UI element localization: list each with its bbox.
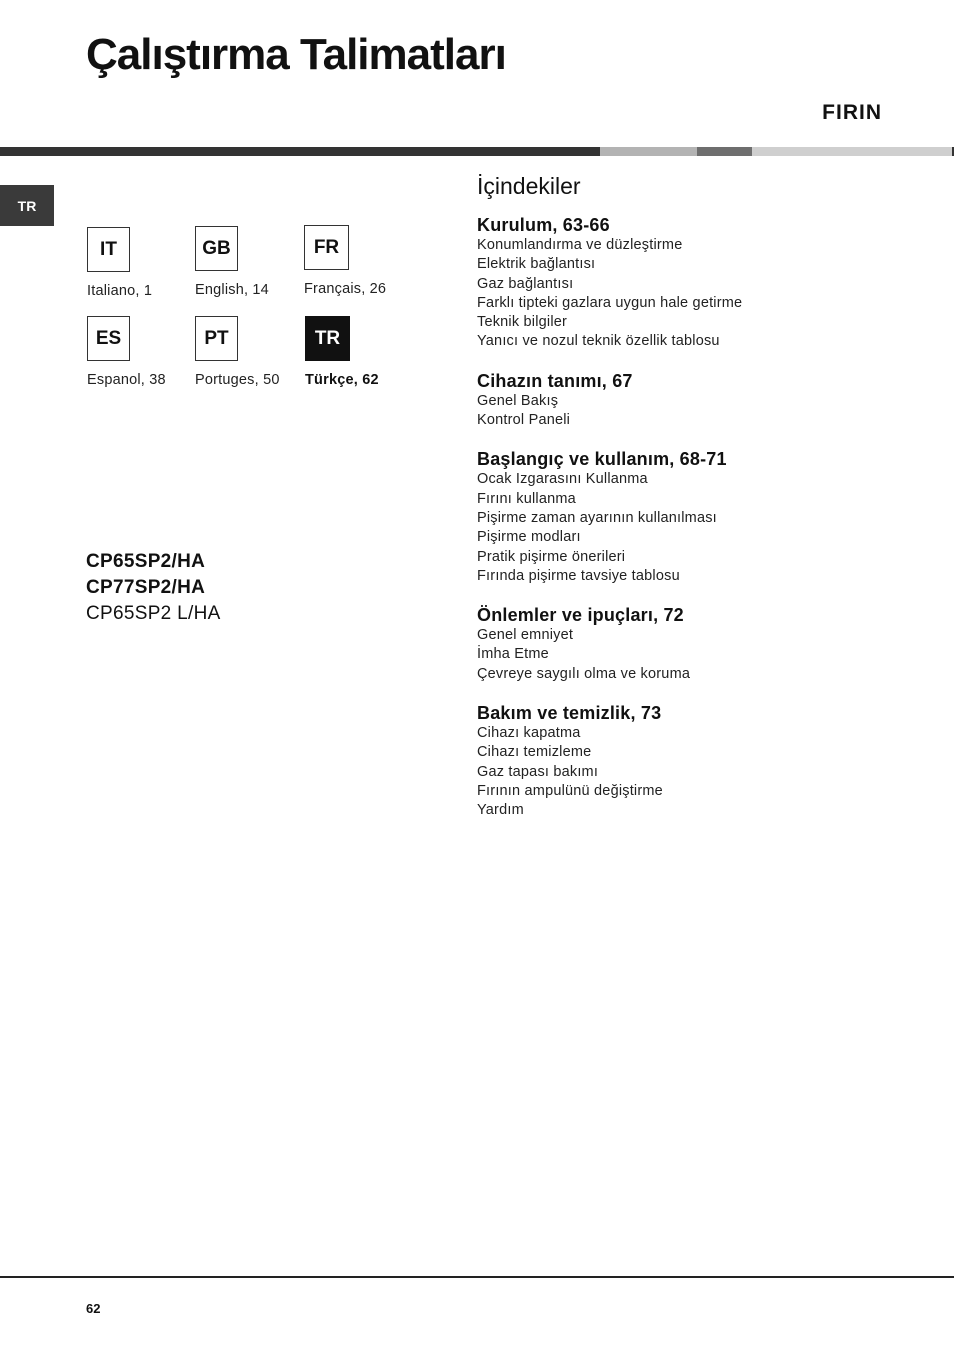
toc-item[interactable]: Pişirme modları: [477, 529, 581, 546]
model-name: CP77SP2/HA: [86, 577, 206, 598]
model-name: CP65SP2/HA: [86, 551, 206, 572]
toc-item[interactable]: Ocak Izgarasını Kullanma: [477, 471, 648, 488]
toc-section: [477, 604, 937, 684]
table-of-contents: [477, 173, 937, 839]
product-name: FIRIN: [822, 101, 882, 124]
toc-item[interactable]: Konumlandırma ve düzleştirme: [477, 237, 683, 253]
toc-item[interactable]: Fırında pişirme tavsiye tablosu: [477, 567, 680, 584]
toc-title: İçindekiler: [477, 173, 581, 199]
language-label: Portuges, 50: [195, 372, 280, 388]
page-title: Çalıştırma Talimatları: [86, 30, 506, 79]
language-tr[interactable]: [305, 316, 379, 388]
language-label: English, 14: [195, 282, 269, 298]
language-code-box-active: TR: [305, 316, 350, 361]
toc-item[interactable]: Fırını kullanma: [477, 490, 576, 507]
language-pt[interactable]: [195, 316, 280, 388]
toc-item[interactable]: Gaz bağlantısı: [477, 275, 574, 292]
stripe-segment-pale: [752, 147, 952, 156]
language-it[interactable]: [87, 227, 153, 299]
toc-item[interactable]: Pratik pişirme önerileri: [477, 548, 626, 565]
toc-item[interactable]: Farklı tipteki gazlara uygun hale getirme: [477, 294, 743, 311]
toc-item[interactable]: Pişirme zaman ayarının kullanılması: [477, 509, 717, 526]
stripe-segment-dark: [0, 147, 600, 156]
toc-item[interactable]: Genel Bakış: [477, 392, 559, 409]
toc-section-title[interactable]: Cihazın tanımı, 67: [477, 370, 633, 391]
language-label: Français, 26: [304, 281, 387, 297]
page-number: 62: [86, 1301, 101, 1316]
language-side-tab: TR: [0, 185, 54, 226]
language-label: Italiano, 1: [87, 283, 153, 299]
toc-item[interactable]: Fırının ampulünü değiştirme: [477, 782, 663, 799]
language-code-box: PT: [195, 316, 238, 361]
stripe-segment-light: [600, 147, 697, 156]
toc-section-title[interactable]: Önlemler ve ipuçları, 72: [477, 605, 684, 626]
toc-section: [477, 448, 937, 586]
toc-item[interactable]: Yardım: [477, 802, 524, 819]
language-fr[interactable]: [304, 225, 387, 297]
toc-item[interactable]: İmha Etme: [477, 646, 549, 663]
toc-item[interactable]: Yanıcı ve nozul teknik özellik tablosu: [477, 333, 720, 350]
language-code-box: FR: [304, 225, 349, 270]
footer-divider: [0, 1276, 954, 1278]
model-list: [86, 549, 221, 627]
toc-item[interactable]: Çevreye saygılı olma ve koruma: [477, 665, 691, 682]
language-code-box: ES: [87, 316, 130, 361]
stripe-segment-mid: [697, 147, 752, 156]
language-code-box: IT: [87, 227, 130, 272]
model-name: CP65SP2 L/HA: [86, 603, 221, 624]
toc-item[interactable]: Cihazı kapatma: [477, 725, 581, 742]
language-label-active: Türkçe, 62: [305, 372, 379, 388]
toc-section: [477, 370, 937, 431]
toc-section: [477, 214, 937, 352]
language-gb[interactable]: [195, 226, 269, 298]
language-label: Espanol, 38: [87, 372, 166, 388]
toc-section: [477, 702, 937, 820]
toc-item[interactable]: Gaz tapası bakımı: [477, 763, 599, 780]
language-es[interactable]: [87, 316, 166, 388]
toc-section-title[interactable]: Bakım ve temizlik, 73: [477, 703, 662, 724]
toc-item[interactable]: Genel emniyet: [477, 627, 574, 644]
toc-section-title[interactable]: Başlangıç ve kullanım, 68-71: [477, 449, 727, 470]
language-code-box: GB: [195, 226, 238, 271]
toc-item[interactable]: Elektrik bağlantısı: [477, 256, 596, 273]
toc-item[interactable]: Teknik bilgiler: [477, 314, 568, 331]
toc-section-title[interactable]: Kurulum, 63-66: [477, 215, 610, 235]
toc-item[interactable]: Kontrol Paneli: [477, 412, 571, 429]
toc-item[interactable]: Cihazı temizleme: [477, 744, 592, 761]
